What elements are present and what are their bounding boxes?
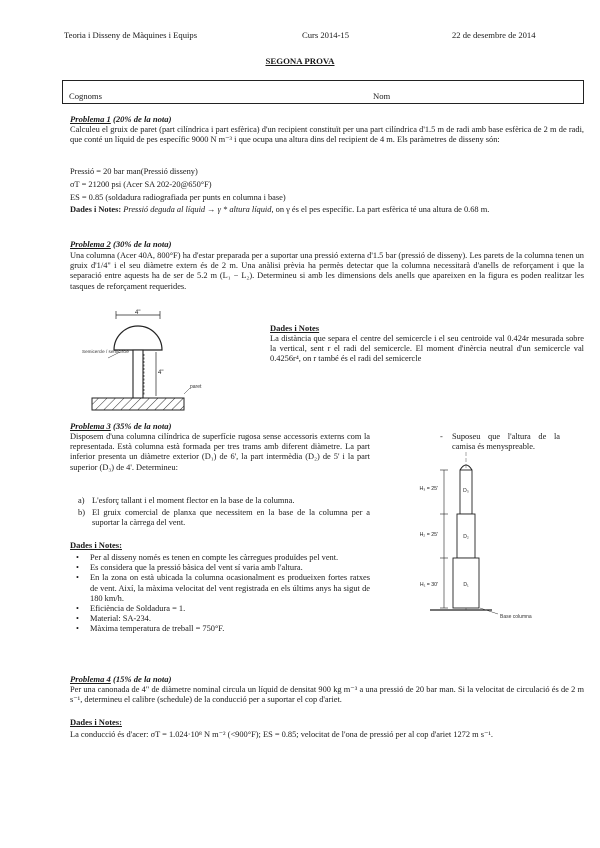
problem-4-heading: Problema 4 (15% de la nota) [70,674,172,684]
fig-h1: H₁ = 30' [419,582,438,588]
problem-4-statement: Per una canonada de 4" de diàmetre nominal circula un líquid de densitat 900 kg m⁻³ a una pressió de 20 bar man. Si la velocitat de circulació és de 2 m s⁻¹, determineu el calibre (schedule) de la conducció per a suportar el cop d'ariet. [70,685,584,705]
problem-1-heading: Problema 1 (20% de la nota) [70,114,172,124]
problem-4-notes: La conducció és d'acer: σT = 1.024·10⁸ N m⁻² (<900°F); ES = 0.85; velocitat de l'ona de pressió per al cop d'ariet 1272 m s⁻¹. [70,730,493,739]
fig-d3: D₃ [463,488,469,494]
problem-4-notes-heading: Dades i Notes: [70,717,122,727]
fig-base-label: Base columna [500,614,532,620]
question-b: b) El gruix comercial de planxa que necessitem en la base de la columna per a suportar la càrrega del vent. [78,508,370,528]
problem-2-heading: Problema 2 (30% de la nota) [70,239,172,249]
problem-3-notes [70,553,370,635]
problem-2-statement: Una columna (Acer 40A, 800°F) ha d'estar preparada per a suportar una pressió externa d'1.5 bar (pressió de disseny). Les parets de la columna tenen un gruix d'1/4" i el seu diàmetre extern és de 2 m. Una anàlisi prèvia ha permès detectar que la columna necessitarà d'anells de reforçament i que la separació entre aquests ha de ser de 5.2 m (L₁ − L₂). Determineu si amb les dimensions dels anells que apareixen en la figura es poden realitzar les tasques de reforçament requerides. [70,251,584,291]
semicircle-ring [114,326,162,350]
fig-dim-top: 4" [135,310,141,316]
fig-d1: D₁ [463,582,469,588]
p1-notes-label: Dades i Notes: [70,205,122,214]
problem-3-statement: Disposem d'una columna cilíndrica de superfície rugosa sense accessoris externs com la representada. Està columna està formada per tres trams amb diferent diàmetre. La part inferior presenta un diàmetre exterior (D₁) de 6', la part intermèdia (D₂) de 5' i la part superior (D₃) de 4'. Determineu: [70,432,370,472]
problem-3-questions [70,496,370,529]
note-item: • Eficiència de Soldadura = 1. [70,604,370,614]
p1-param-stress: σT = 21200 psi (Acer SA 202-20@650°F) [70,180,212,189]
note-item: • Màxima temperatura de treball = 750°F. [70,624,370,634]
p1-param-efficiency: ES = 0.85 (soldadura radiografiada per punts en columna i base) [70,193,286,202]
name-label: Nom [373,91,391,101]
problem-3-notes-heading: Dades i Notes: [70,540,122,550]
note-item: • Material: SA-234. [70,614,370,624]
fig-d2: D₂ [463,534,469,540]
exam-title: SEGONA PROVA [265,56,335,66]
note-item: • Es considera que la pressió bàsica del vent sí varia amb l'altura. [70,563,370,573]
question-a: a) L'esforç tallant i el moment flector en la base de la columna. [78,496,295,505]
fig-h3: H₃ = 25' [419,486,438,492]
side-note-bullet: - [440,432,443,441]
surname-label: Cognoms [69,91,102,101]
column-figure [380,452,590,624]
fig-h2: H₂ = 25' [419,532,438,538]
problem-3-side-note: Suposeu que l'altura de la camisa és menyspreable. [452,432,560,452]
column-wall [92,398,184,410]
name-box [62,80,584,104]
problem-2-notes: La distància que separa el centre del semicercle i el seu centroide val 0.424r mesurada sobre la vertical, sent r el radi del semicercle. El moment d'inèrcia neutral d'un semicercle val 0.4256r⁴, on r també és el radi del semicercle [270,334,584,364]
problem-1-statement: Calculeu el gruix de paret (part cilíndrica i part esfèrica) d'un recipient constituït per una part cilíndrica d'1.5 m de radi amb base esfèrica de 2 m de radi, que conté un líquid de pes específic 9000 N m⁻³ i que ocupa una altura dins del recipient de 4 m. Els paràmetres de disseny són: [70,125,584,145]
course-name: Teoria i Disseny de Màquines i Equips [64,30,198,40]
p1-param-pressure: Pressió = 20 bar man(Pressió disseny) [70,167,198,176]
problem-2-notes-heading: Dades i Notes [270,323,320,333]
fig-dim-side: 4" [158,370,164,376]
problem-1-notes: Dades i Notes: Pressió deguda al líquid → γ * altura líquid, on γ és el pes específic. La part esfèrica té una altura de 0.68 m. [70,205,490,214]
note-item: • Per al disseny només es tenen en compte les càrregues produïdes pel vent. [70,553,370,563]
exam-date: 22 de desembre de 2014 [452,30,536,40]
note-item: • En la zona on està ubicada la columna ocasionalment es produeixen fortes ratxes de vent. Així, la màxima velocitat del vent registrada en els últims anys ha sigut de 180 km/h. [70,573,370,604]
academic-year: Curs 2014-15 [302,30,350,40]
problem-3-heading: Problema 3 (35% de la nota) [70,421,172,431]
fig-wall-label: paret [190,384,202,390]
fig-ring-label: Semicercle / semicircle [82,349,129,354]
ring-web [133,350,143,398]
ring-figure [78,308,250,412]
